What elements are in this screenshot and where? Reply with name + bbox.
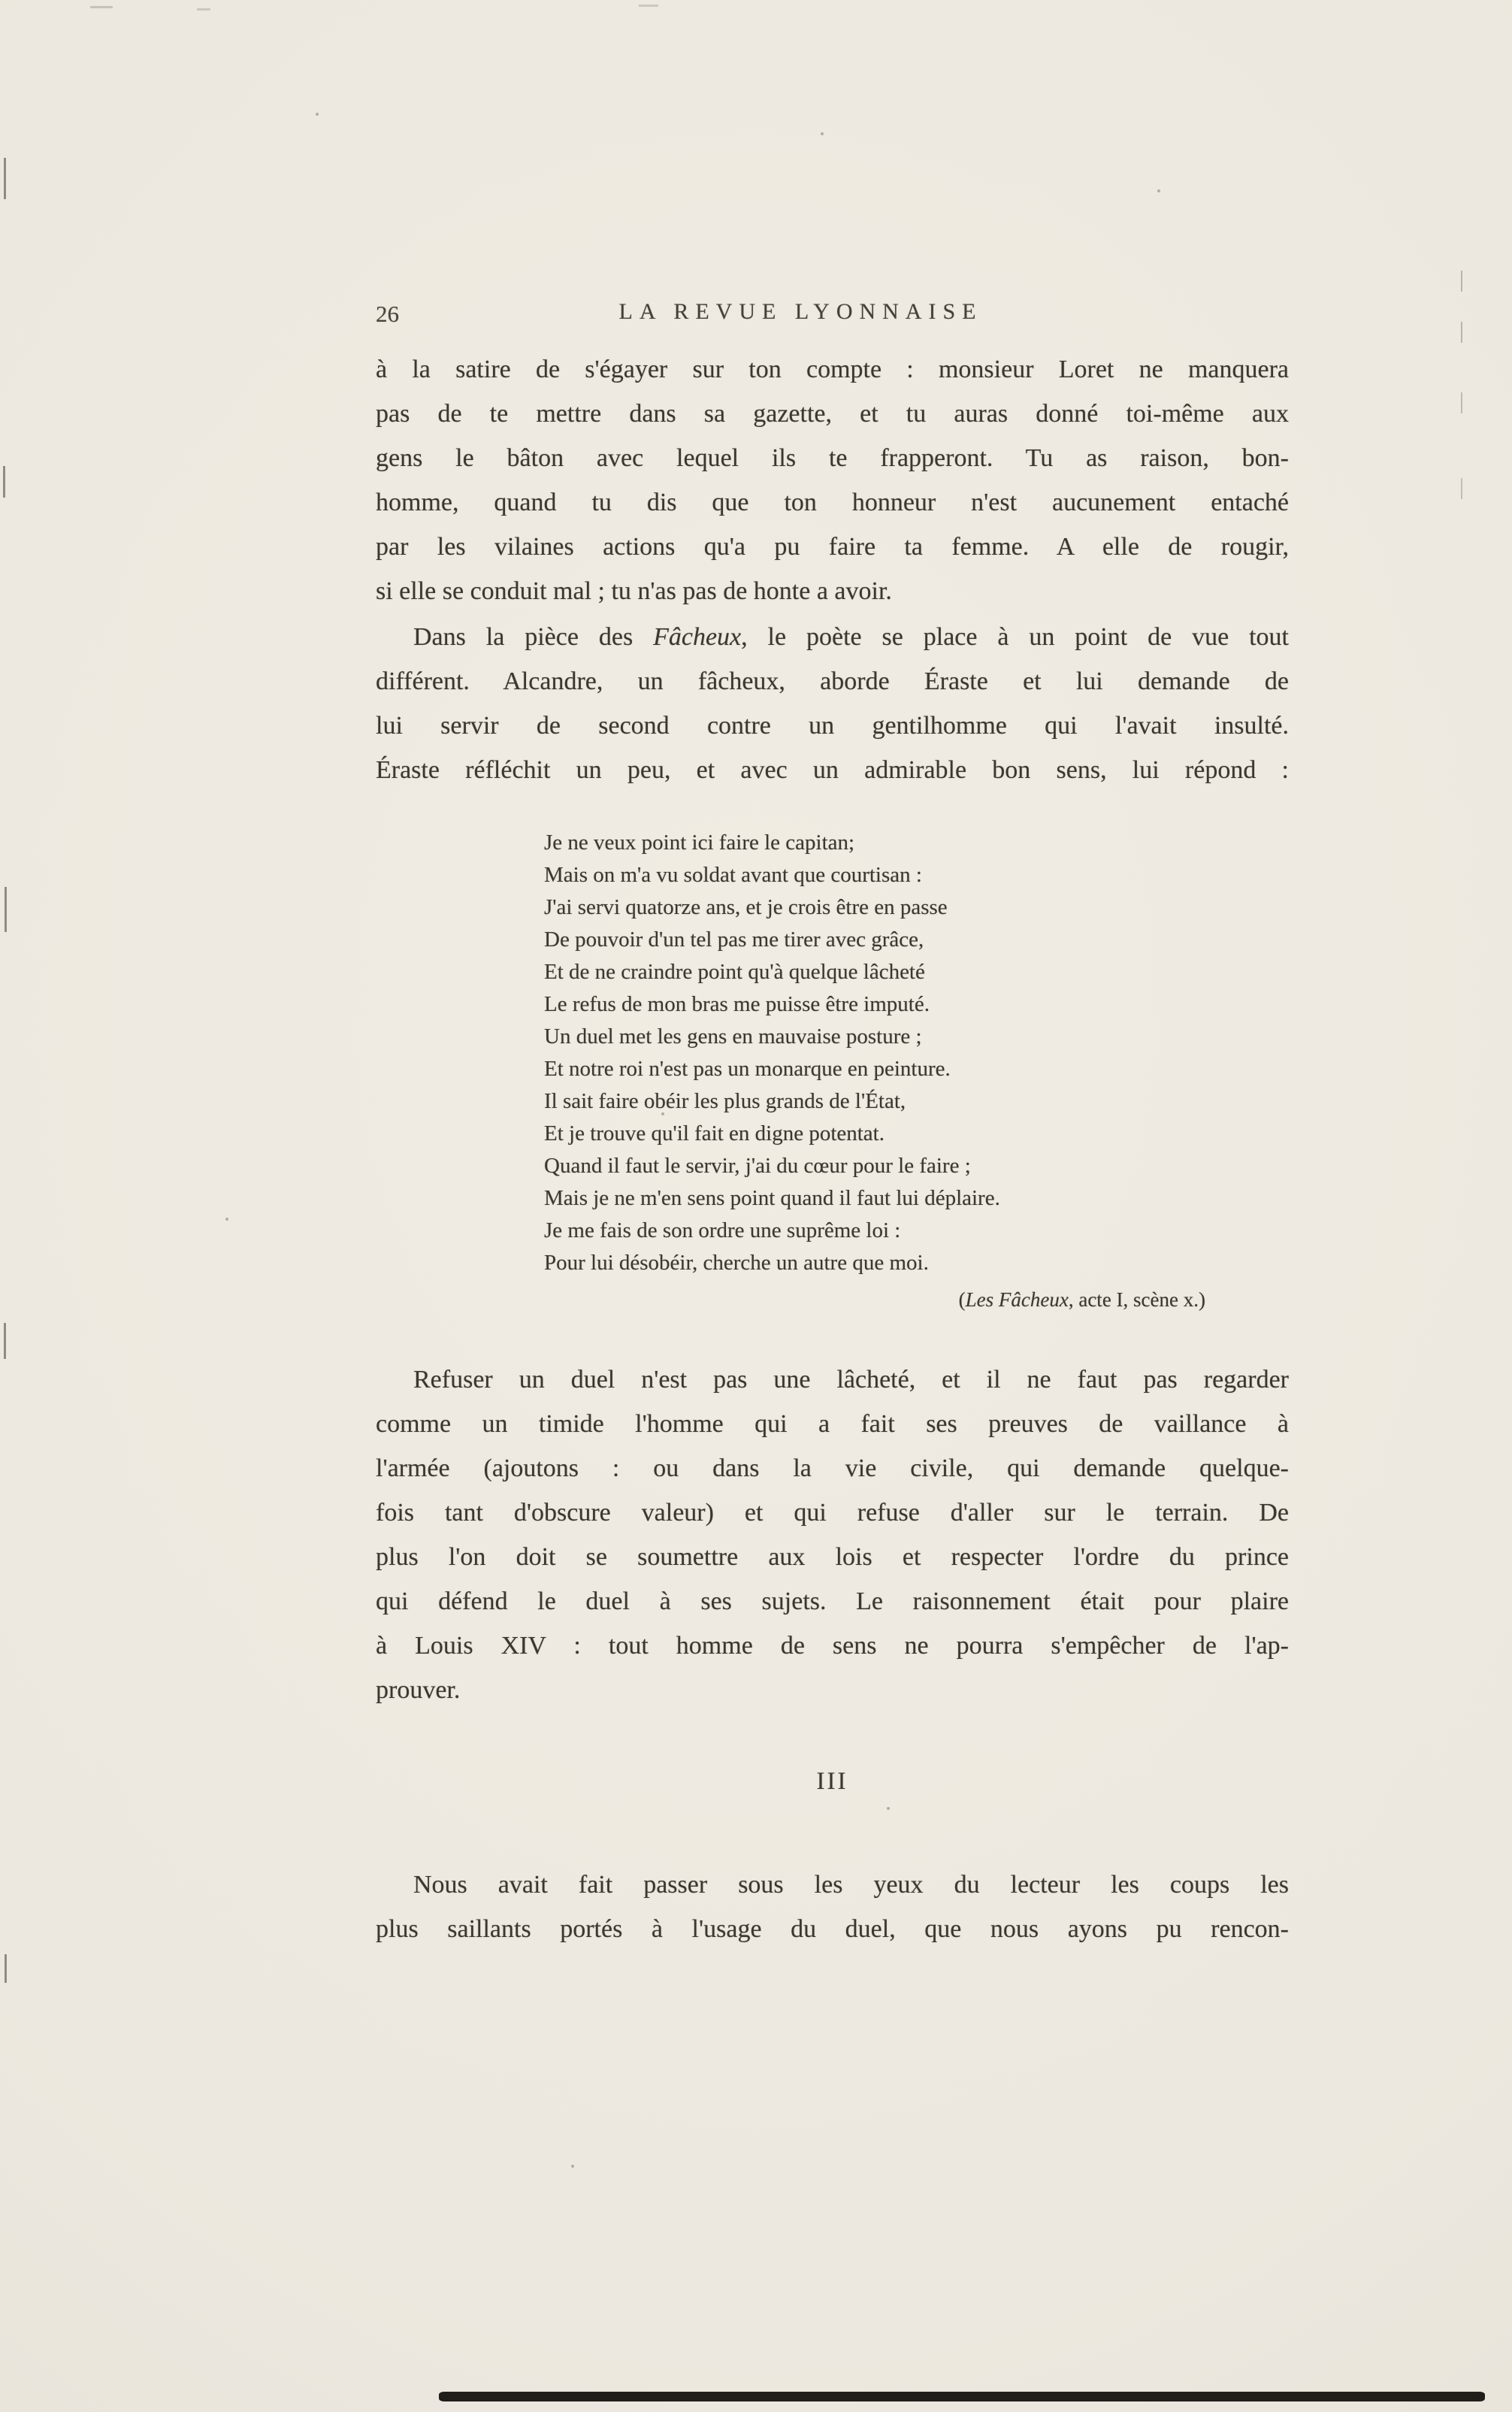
text-segment-italic: Les Fâcheux	[965, 1288, 1069, 1311]
text-segment: , le poète se place à un point de vue tout	[741, 623, 1289, 651]
scan-artifact-speck	[316, 113, 319, 116]
scan-artifact-right-mark	[1461, 271, 1462, 292]
body-line: plus l'on doit se soumettre aux lois et respecter l'ordre du prince	[376, 1543, 1289, 1571]
verse-line: Mais on m'a vu soldat avant que courtisan :	[544, 863, 922, 887]
text-segment: Dans la pièce des	[413, 623, 654, 651]
body-line: Éraste réfléchit un peu, et avec un admirable bon sens, lui répond :	[376, 756, 1289, 784]
scan-artifact-right-mark	[1461, 322, 1462, 343]
body-line: à la satire de s'égayer sur ton compte : monsieur Loret ne manquera	[376, 356, 1289, 383]
scan-artifact-top-dash	[197, 8, 210, 11]
paragraph-1	[376, 347, 1289, 613]
page-number: 26	[376, 301, 399, 327]
scan-artifact-left-mark	[5, 1954, 7, 1983]
paragraph-4	[376, 1863, 1289, 1951]
verse-line: Et je trouve qu'il fait en digne potentat.	[544, 1121, 885, 1145]
body-line: si elle se conduit mal ; tu n'as pas de honte a avoir.	[376, 577, 892, 605]
body-line: prouver.	[376, 1676, 461, 1704]
text-segment: (	[958, 1288, 966, 1311]
scan-artifact-speck	[821, 132, 824, 135]
scan-artifact-speck	[1157, 189, 1160, 192]
verse-line: Je ne veux point ici faire le capitan;	[544, 831, 855, 855]
verse-line: Un duel met les gens en mauvaise posture ;	[544, 1024, 922, 1049]
body-line: Refuser un duel n'est pas une lâcheté, et il ne faut pas regarder	[413, 1366, 1289, 1394]
body-line: à Louis XIV : tout homme de sens ne pourra s'empêcher de l'ap-	[376, 1632, 1289, 1660]
body-line: homme, quand tu dis que ton honneur n'est aucunement entaché	[376, 489, 1289, 516]
verse-line: Il sait faire obéir les plus grands de l'État,	[544, 1089, 906, 1113]
scan-artifact-right-mark	[1461, 392, 1462, 413]
body-line: par les vilaines actions qu'a pu faire ta femme. A elle de rougir,	[376, 533, 1289, 561]
verse-citation	[544, 1284, 1205, 1316]
scan-artifact-left-mark	[4, 1323, 6, 1359]
text-segment-italic: Fâcheux	[653, 623, 742, 651]
scan-artifact-bottom-bar	[439, 2392, 1485, 2401]
body-line: plus saillants portés à l'usage du duel, que nous ayons pu rencon-	[376, 1915, 1289, 1943]
body-line: différent. Alcandre, un fâcheux, aborde Éraste et lui demande de	[376, 667, 1289, 695]
body-line: Nous avait fait passer sous les yeux du lecteur les coups les	[413, 1871, 1289, 1899]
scan-artifact-right-mark	[1461, 478, 1462, 499]
verse-line: Mais je ne m'en sens point quand il faut lui déplaire.	[544, 1186, 1000, 1210]
verse-line: Le refus de mon bras me puisse être imputé.	[544, 992, 930, 1016]
body-line	[376, 615, 1289, 659]
scan-artifact-speck	[661, 1112, 664, 1115]
body-line: comme un timide l'homme qui a fait ses preuves de vaillance à	[376, 1410, 1289, 1438]
body-line: fois tant d'obscure valeur) et qui refuse d'aller sur le terrain. De	[376, 1499, 1289, 1527]
verse-line: Quand il faut le servir, j'ai du cœur pour le faire ;	[544, 1154, 971, 1178]
verse-line: Et notre roi n'est pas un monarque en peinture.	[544, 1057, 951, 1081]
scan-artifact-left-mark	[4, 158, 6, 199]
scan-artifact-speck	[887, 1807, 890, 1810]
scan-artifact-speck	[225, 1218, 228, 1221]
verse-line: Et de ne craindre point qu'à quelque lâcheté	[544, 960, 925, 984]
paragraph-3	[376, 1357, 1289, 1712]
scan-artifact-speck	[571, 2165, 574, 2168]
section-heading: III	[816, 1768, 848, 1795]
body-line: lui servir de second contre un gentilhomme qui l'avait insulté.	[376, 712, 1289, 740]
verse-line: Pour lui désobéir, cherche un autre que moi.	[544, 1251, 929, 1275]
verse-block	[544, 827, 1205, 1316]
scan-artifact-left-mark	[3, 466, 5, 498]
paragraph-2	[376, 615, 1289, 792]
body-line: l'armée (ajoutons : ou dans la vie civile, qui demande quelque-	[376, 1454, 1289, 1482]
body-line: qui défend le duel à ses sujets. Le raisonnement était pour plaire	[376, 1587, 1289, 1615]
body-line: pas de te mettre dans sa gazette, et tu auras donné toi-même aux	[376, 400, 1289, 428]
verse-line: J'ai servi quatorze ans, et je crois être en passe	[544, 895, 948, 919]
scan-artifact-top-dash	[90, 6, 113, 8]
scan-artifact-left-mark	[5, 887, 7, 932]
journal-title: LA REVUE LYONNAISE	[618, 299, 983, 324]
scan-artifact-top-dash	[639, 5, 658, 7]
verse-line: De pouvoir d'un tel pas me tirer avec grâce,	[544, 928, 924, 952]
verse-line: Je me fais de son ordre une suprême loi :	[544, 1218, 901, 1242]
body-line: gens le bâton avec lequel ils te frapperont. Tu as raison, bon-	[376, 444, 1289, 472]
page-header	[376, 299, 1289, 338]
text-segment: , acte I, scène x.)	[1068, 1288, 1205, 1311]
